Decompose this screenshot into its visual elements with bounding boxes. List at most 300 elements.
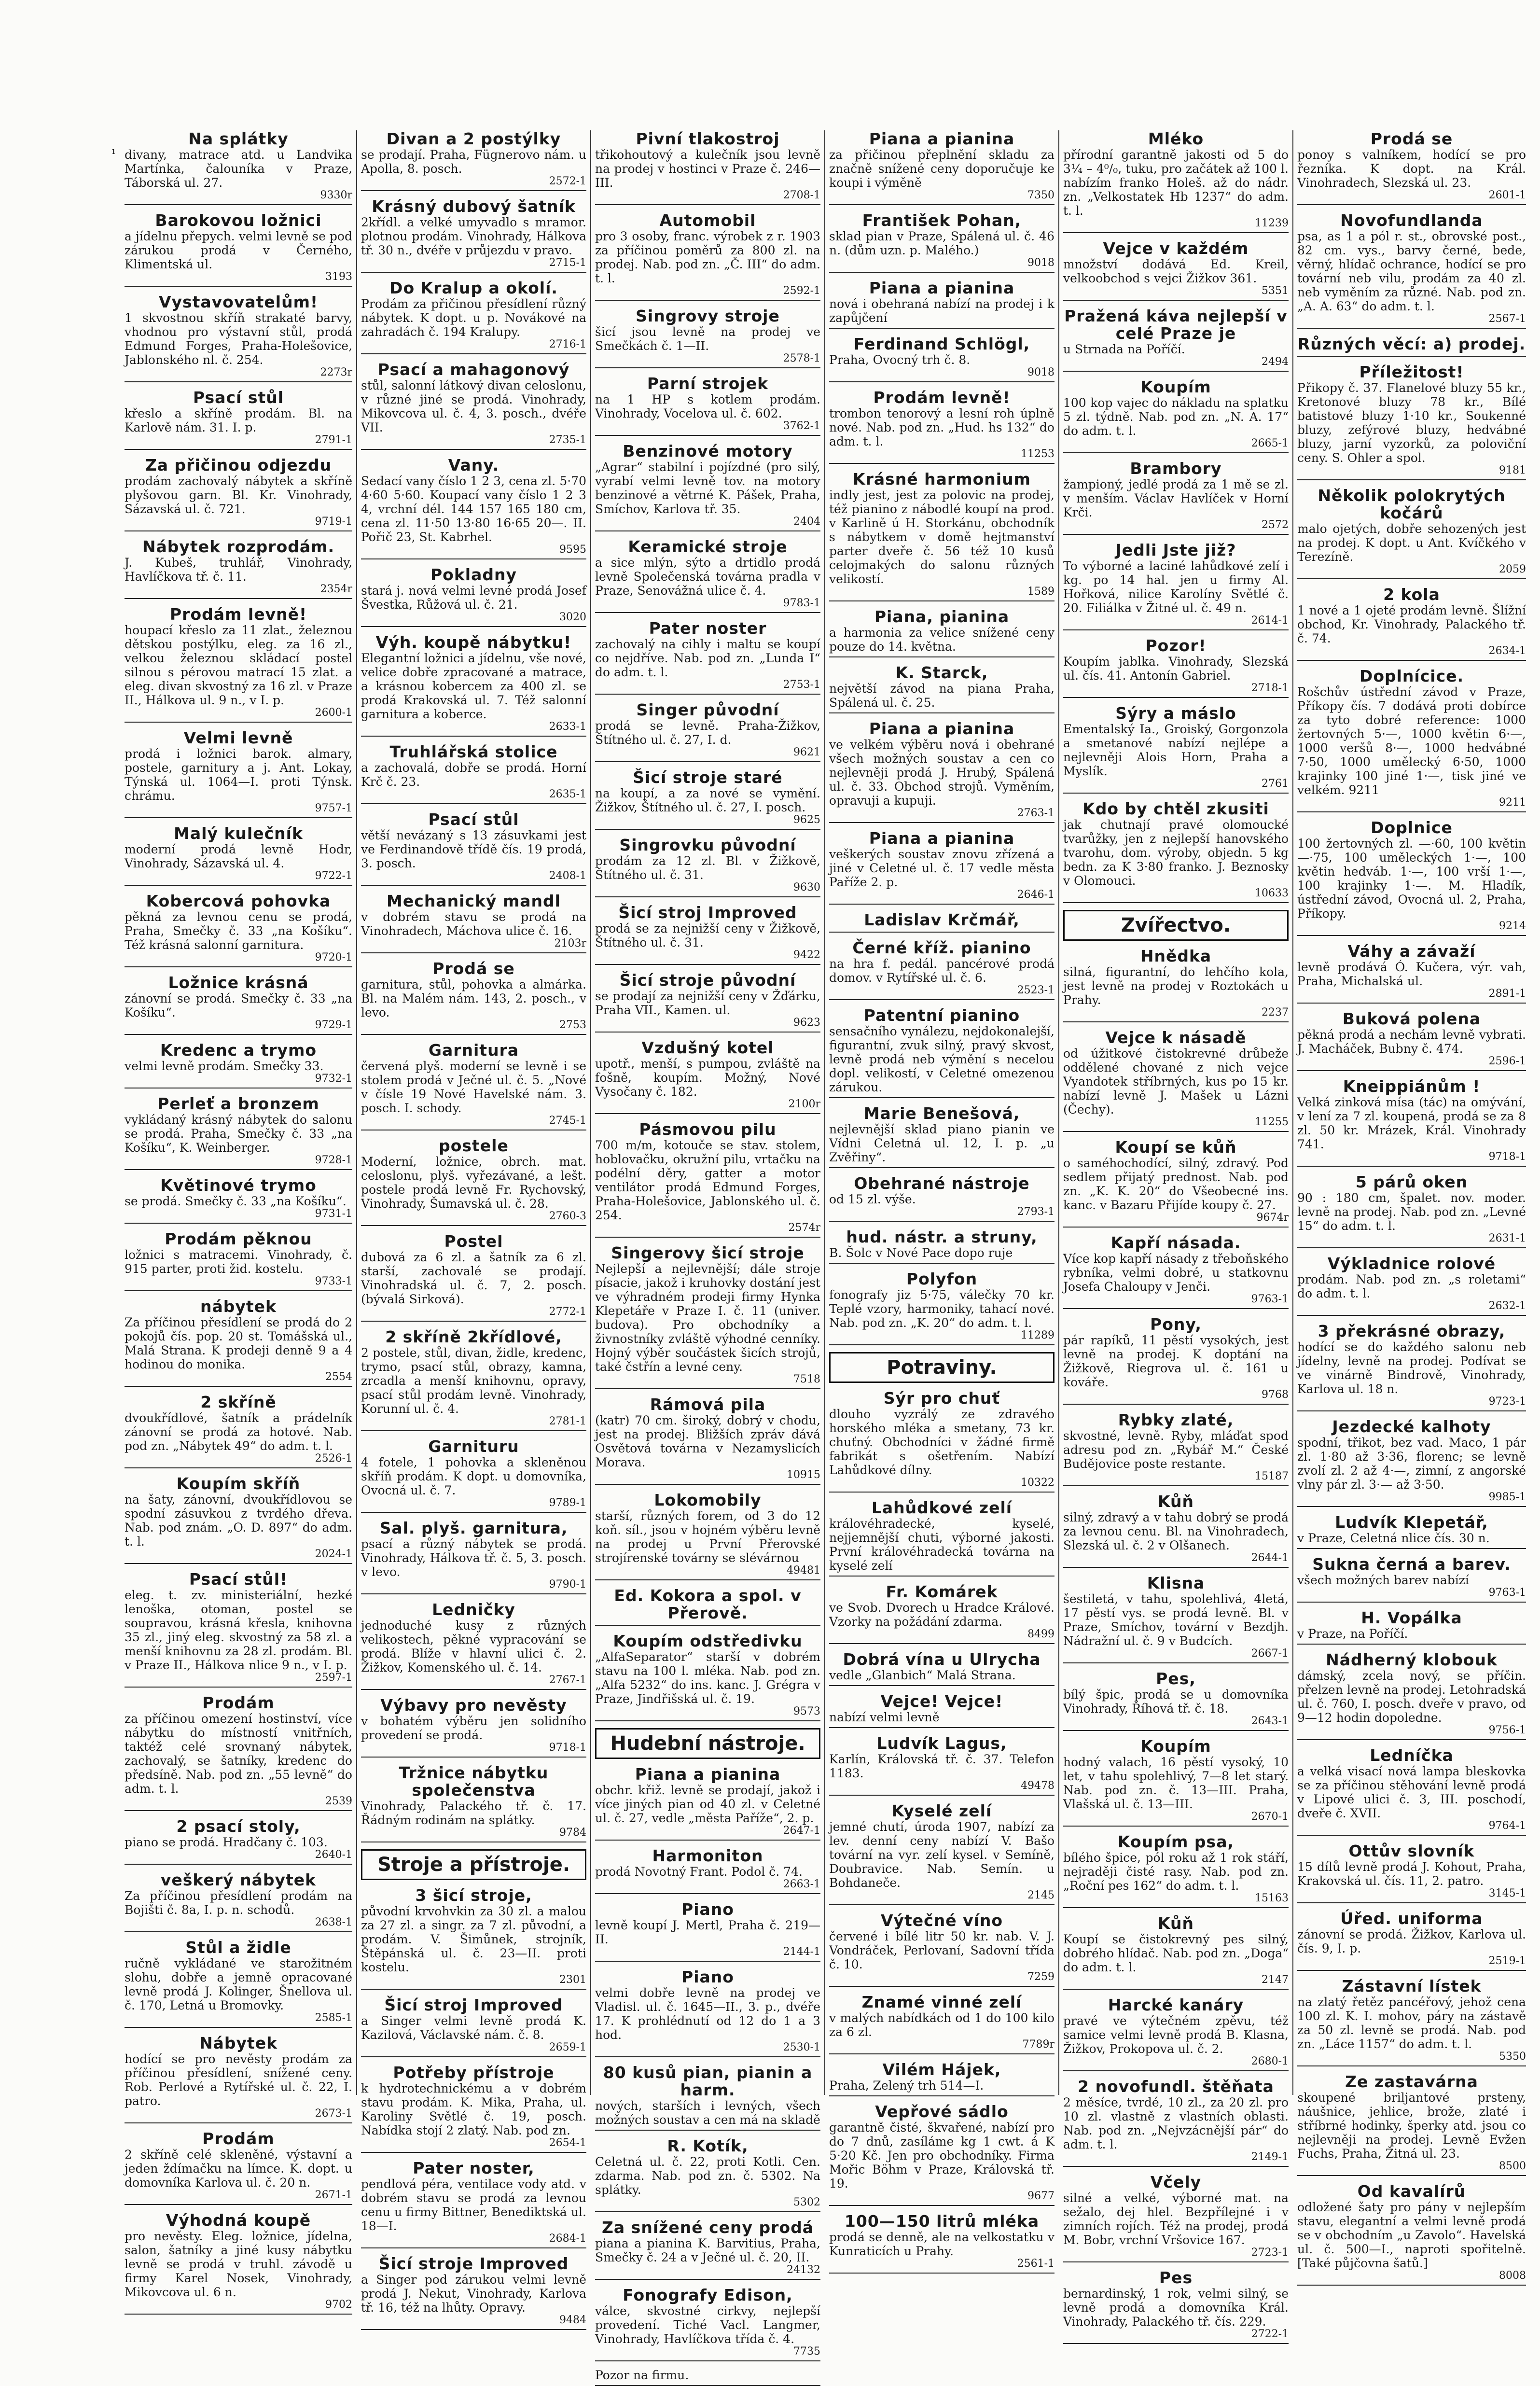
ad-text: na koupí, a za nové se vymění. Žižkov, Štítného ul. č. 27, I. posch. [595,786,820,814]
ad-text: pěkná za levnou cenu se prodá, Praha, Smečky č. 33 „na Košíku“. Též krásná salonní garnitura. [125,910,352,952]
classified-ad [361,893,586,953]
ad-reference-number: 7259 [1027,1971,1054,1983]
classified-ad [125,130,352,205]
ad-title: Potřeby přístroje [393,2063,555,2082]
ad-title: Sukna černá a barev. [1312,1555,1511,1574]
ad-title: Obehrané nástroje [854,1174,1030,1193]
ad-reference-number: 9018 [1027,257,1054,269]
ad-title: Výhodná koupě [166,2211,311,2230]
ad-text: v Praze, na Poříčí. [1297,1627,1408,1641]
ad-title: Singerovy šicí stroje [611,1243,805,1262]
ad-text: pro 3 osoby, franc. výrobek z r. 1903 za příčinou poměrů za 800 zl. na prodej. Nab. pod zn. „Č. III“ do adm. t. l. [595,229,820,285]
classified-ad [1063,637,1289,698]
ad-reference-number: 5302 [793,2196,820,2208]
ad-text: válce, skvostné cirkvy, nejlepší provedení. Tiché Vacl. Langmer, Vinohrady, Havlíčkova třída č. 4. [595,2304,820,2346]
ad-title: Úřed. uniforma [1340,1909,1483,1928]
classified-ad [361,1520,586,1594]
classified-ad [361,960,586,1035]
classified-ad [1063,2078,1289,2167]
ad-text: a jídelnu přepych. velmi levně se pod zárukou prodá v Černého, Klimentská ul. [125,229,352,271]
ad-reference-number: 2601-1 [1488,189,1526,201]
ad-title: Piano [681,1900,734,1919]
ad-text: silné a velké, výborné mat. na sežalo, dej hlel. Bezpřílejné i v zimních rojích. Též na prodej, prodá M. Bobr, vrchní Vršovice 167. [1063,2191,1289,2247]
ad-title: Piano [681,1967,734,1986]
ad-text: vedle „Glanbich“ Malá Strana. [829,1668,1016,1682]
classified-ad [125,457,352,531]
section-heading: Zvířectvo. [1063,910,1289,941]
classified-ad [1063,130,1289,233]
ad-title: Vepřové sádlo [875,2102,1009,2121]
ad-text: červené i bílé litr 50 kr. nab. V. J. Vondráček, Perlovaní, Sadovní třída č. 10. [829,1929,1054,1971]
ad-reference-number: 3145-1 [1488,1887,1526,1899]
ad-text: na zlatý řetěz pancéřový, jehož cena 100 zl. K. I. mohov, páry na zástavě za 50 zl. levně se prodá. Nab. pod zn. „Láce 1157“ do adm. t. l. [1297,1995,1526,2051]
classified-ad [1297,335,1526,357]
classified-ad [829,1270,1054,1345]
classified-ad [1063,948,1289,1022]
ad-text: odložené šaty pro pány v nejlepším stavu, elegantní a velmi levně prodá se v obchodním „u Zavolo“. Havelská ul. č. 500—I., naproti spořitelně. [Také půjčovna šatů.] [1297,2200,1526,2270]
ad-title: Výbavy pro nevěsty [380,1696,567,1715]
ad-text: indly jest, jest za polovic na prodej, též pianino z nábodlé koupí na prod. v Karlině ú H. Storkánu, obchodník s nábytkem v domě hejtmanství parter dveře č. 56 též 10 kusů celojmakých do salonu různých velikostí. [829,488,1054,586]
ad-text: královéhradecké, kyselé, nejjemnější chuti, výborné jakosti. První královéhradecká továrna na kyselé zelí [829,1517,1054,1573]
ad-title: Hnědka [1140,947,1212,965]
ad-title: Šicí stroje původní [619,971,796,990]
classified-ad [125,1475,352,1564]
ad-title: Novofundlanda [1340,211,1483,230]
ad-reference-number: 3762-1 [783,420,820,432]
ad-title: Pivní tlakostroj [636,129,780,148]
ad-reference-number: 2519-1 [1488,1955,1526,1967]
ad-title: Ludvík Klepetář, [1335,1513,1488,1532]
ad-reference-number: 2572-1 [549,175,586,187]
ad-title: Ferdinand Schlögl, [853,335,1030,353]
ad-text: veškerých soustav znovu zřízená a jiné v Celetné ul. č. 17 vedle města Paříže 2. p. [829,847,1054,889]
classified-ad [595,538,820,613]
ad-text: malo ojetých, dobře sehozených jest na prodej. K dopt. u Ant. Kvíčkého v Terezíně. [1297,522,1526,564]
ad-text: ručně vykládané ve starožitném slohu, dobře a jemně opracované levně prodá J. Kolinger, Šnellova ul. č. 170, Letná u Bromovky. [125,1956,352,2012]
ad-title: K. Starck, [895,663,988,682]
ad-reference-number: 2654-1 [549,2137,586,2149]
ad-title: Šicí stroje Improved [378,2254,569,2273]
ad-text: se prodají za nejnižší ceny v Žďárku, Praha VII., Kamen. ul. [595,989,820,1017]
ad-text: pro nevěsty. Eleg. ložnice, jídelna, salon, šatníky a jiné kusy nábytku levně se prodá v truhl. závodě u firmy Karel Nosek, Vinohrady, Mikovcova ul. 6 n. [125,2229,352,2299]
ad-text: moderní prodá levně Hodr, Vinohrady, Sázavská ul. 4. [125,842,352,870]
ad-title: Zástavní lístek [1342,1977,1482,1995]
ad-title: Piana a pianina [869,279,1015,297]
classified-ad [1063,1915,1289,1990]
classified-ad [1063,1411,1289,1486]
classified-ad [361,1233,586,1322]
ad-title: H. Vopálka [1361,1608,1462,1627]
ad-text: sensačního vynálezu, nejdokonalejší, figurantní, zvuk silný, pravý skvost, levně prodá neb výmění s necelou dopl. velikostí, v Celetné omezenou zárukou. [829,1024,1054,1094]
ad-title: Tržnice nábytku společenstva [399,1763,549,1800]
classified-ad [125,606,352,723]
classified-ad [1297,1255,1526,1316]
ad-text: jemné chutí, úroda 1907, nabízí za lev. denní ceny nabízí V. Bašo tovární na vyr. zelí kysel. v Semíně, Doubravice. Nab. Semín. u Bohdaneče. [829,1820,1054,1890]
classified-ad [829,1693,1054,1728]
ad-reference-number: 9181 [1499,464,1526,476]
ad-title: Kredenc a trymo [160,1041,317,1060]
ad-title: Šicí stroje staré [633,768,783,787]
ad-title: hud. nástr. a struny, [846,1228,1038,1246]
ad-title: Na splátky [188,129,289,148]
ad-text: To výborné a laciné lahůdkové zelí i kg. po 14 hal. jen u firmy Al. Hořková, nilice Karolíny Světlé č. 20. Filiálka v Žitné ul. č. 49 n. [1063,559,1289,615]
ad-reference-number: 2145 [1027,1889,1054,1901]
ad-title: Kyselé zelí [891,1801,992,1820]
ad-text: silný, zdravý a v tahu dobrý se prodá za levnou cenu. Bl. na Vinohradech, Slezská ul. č. 2 v Olšanech. [1063,1510,1289,1552]
ad-title: 3 šicí stroje, [415,1886,532,1905]
ad-title: Benzinové motory [623,442,793,460]
ad-text: stůl, salonní látkový divan celoslonu, v různé jiné se prodá. Vinohrady, Mikovcova ul. č. 4, 3. posch., dvéře VII. [361,378,586,434]
classified-ad [595,1492,820,1580]
ad-reference-number: 2634-1 [1488,645,1526,657]
classified-ad [1063,2174,1289,2262]
classified-ad [595,2219,820,2280]
ad-title: Psací stůl! [189,1570,288,1589]
ad-title: Singer původní [636,700,779,719]
ad-reference-number: 2523-1 [1017,984,1054,996]
classified-ad [361,1601,586,1690]
classified-ad [595,1633,820,1721]
classified-ad [1297,1910,1526,1971]
ad-text: dámský, zcela nový, se příčin. přelzen levně na prodej. Letohradská ul. č. 760, I. posch. dveře v pravo, od 9—12 hodin dopoledne. [1297,1669,1526,1725]
classified-ad [1297,1556,1526,1603]
ad-title: Prodám [202,2129,275,2148]
classified-ad [1297,819,1526,936]
ad-title: Vzdušný kotel [641,1038,774,1057]
ad-reference-number: 2753-1 [783,679,820,691]
ad-text: garantně čisté, škvařené, nabízí pro do 7 dnů, zasíláme kg 1 cwt. á K 5·20 Kč. Jen pro obchodníky. Firma Mořic Böhm v Praze, Královská tř. 19. [829,2121,1054,2191]
ad-title: Perleť a bronzem [157,1094,319,1113]
ad-title: Dobrá vína u Ulrycha [843,1650,1041,1669]
classified-ad [125,1818,352,1865]
ad-title: Koupím odstředivku [613,1632,803,1650]
ad-title: Kůň [1158,1914,1194,1933]
ad-reference-number: 2494 [1262,356,1289,368]
ad-text: v bohatém výběru jen solidního provedení se prodá. [361,1714,586,1742]
ad-reference-number: 15163 [1255,1892,1289,1904]
ad-text: Přikopy č. 37. Flanelové bluzy 55 kr., Kretonové bluzy 78 kr., Bílé batistové bluzy 1·10 kr., Soukenné bluzy, zefýrové bluzy, hedvábné bluzy, jarní vyzorků, za poloviční ceny. S. Ohler a spol. [1297,381,1526,465]
column-margin-mark: ı [112,145,115,156]
ad-title: Marie Benešová, [863,1104,1020,1123]
ad-title: Automobil [659,211,756,230]
ad-text: vykládaný krásný nábytek do salonu se prodá. Praha, Smečky č. 33 „na Košíku“, K. Weinberger. [125,1113,352,1155]
ad-title: Vejce! Vejce! [880,1692,1003,1711]
ad-reference-number: 2745-1 [549,1115,586,1127]
classified-ad [595,1039,820,1114]
classified-ad [125,893,352,967]
ad-reference-number: 2539 [325,1795,352,1807]
ad-title: Váhy a závaží [1347,942,1476,961]
ad-reference-number: 2149-1 [1251,2151,1289,2163]
column-5 [1059,129,1293,2340]
classified-ad [1297,943,1526,1004]
classified-ad [1297,1173,1526,1248]
classified-ad [595,212,820,301]
classified-ad [595,130,820,205]
ad-reference-number: 2024-1 [315,1548,352,1560]
classified-ad [829,2061,1054,2096]
ad-title: Keramické stroje [628,537,788,556]
classified-ad [829,1735,1054,1796]
ad-reference-number: 3193 [325,271,352,283]
ad-title: 5 párů oken [1355,1172,1468,1191]
ad-text: upotř., menší, s pumpou, zvláště na fošně, koupím. Možný, Nové Vysočany č. 182. [595,1057,820,1099]
classified-ad [1063,1670,1289,1731]
ad-text: Elegantní ložnici a jídelnu, vše nové, velice dobře zpracované a matrace, a krásnou kobercem za 400 zl. se prodá Krakovská ul. 7. Též salonní garnitura a koberce. [361,651,586,721]
ad-reference-number: 9784 [559,1827,586,1839]
classified-ad [1063,240,1289,301]
ad-reference-number: 2763-1 [1017,807,1054,819]
classified-ad [361,361,586,450]
ad-text: křeslo a skříně prodám. Bl. na Karlově nám. 31. I. p. [125,406,352,434]
ad-reference-number: 2301 [559,1974,586,1986]
classified-ad [595,1847,820,1894]
classified-ad [1063,1234,1289,1309]
ad-text: u Strnada na Poříčí. [1063,342,1185,356]
ad-text: divany, matrace atd. u Landvika Martínka, čalouníka v Praze, Táborská ul. 27. [125,148,352,190]
ad-text: pár rapíků, 11 pěstí vysokých, jest levně na prodej. K doptání na Žižkově, Riegrova ul. č. 161 u kováře. [1063,1333,1289,1389]
ad-title: Polyfon [906,1270,978,1288]
ad-text: silná, figurantní, do lehčího kola, jest levně na prodej v Roztokách u Prahy. [1063,965,1289,1007]
classified-ad [125,1042,352,1088]
ad-title: Ed. Kokora a spol. v Přerově. [614,1586,802,1622]
ad-title: Buková polena [1342,1009,1481,1028]
ad-reference-number: 9768 [1262,1389,1289,1401]
ad-reference-number: 2735-1 [549,434,586,446]
ad-text: B. Šolc v Nové Pace dopo ruje [829,1246,1013,1260]
ad-title: Brambory [1130,459,1222,478]
ad-title: Nádherný klobouk [1326,1650,1498,1669]
ad-reference-number: 9718-1 [1488,1151,1526,1163]
classified-ad [125,1939,352,2028]
classified-ad [361,2160,586,2248]
ad-reference-number: 2643-1 [1251,1715,1289,1727]
ad-reference-number: 2761 [1262,778,1289,790]
ad-title: Výtečné víno [880,1911,1003,1930]
classified-ad [595,1396,820,1485]
ad-title: Rámová pila [650,1395,766,1414]
classified-ad [829,1390,1054,1493]
ad-text: prodá i ložnici barok. almary, postele, garnitury a j. Ant. Lokay, Týnská ul. 1064—I. proti Týnsk. chrámu. [125,747,352,803]
ad-title: Ludvík Lagus, [876,1734,1007,1753]
ad-reference-number: 9789-1 [549,1497,586,1509]
ad-text: dubová za 6 zl. a šatník za 6 zl. starší, zachovalé se prodají. Vinohradská ul. č. 7, 2. posch. (bývalá Sirková). [361,1250,586,1306]
ad-reference-number: 11289 [1021,1329,1054,1341]
ad-reference-number: 2147 [1262,1974,1289,1986]
ad-reference-number: 49481 [787,1564,820,1577]
newspaper-classifieds-page [121,129,1530,2382]
ad-text: 700 m/m, kotouče se stav. stolem, hoblovačku, okružní pilu, vrtačku na podélní děry, gatter a motor ventilátor prodá Edmund Forges, Praha-Holešovice, Jablonského ul. č. 254. [595,1138,820,1222]
classified-ad [829,279,1054,329]
ad-title: Pražená káva nejlepší v celé Praze je [1064,307,1288,343]
ad-reference-number: 2614-1 [1251,614,1289,627]
ad-reference-number: 9731-1 [315,1208,352,1220]
classified-ad [829,830,1054,905]
ad-text: Koupí se čistokrevný pes silný, dobrého hlídač. Nab. pod zn. „Doga“ do adm. t. l. [1063,1932,1289,1974]
ad-reference-number: 2596-1 [1488,1055,1526,1067]
ad-title: Jezdecké kalhoty [1332,1417,1491,1436]
ad-text: v Praze, Celetná nlice čís. 30 n. [1297,1531,1490,1545]
ad-text: se prodá. Smečky č. 33 „na Košíku“. [125,1194,347,1208]
ad-reference-number: 2670-1 [1251,1811,1289,1823]
classified-ad [595,443,820,531]
column-1 [121,129,357,2311]
ad-reference-number: 2793-1 [1017,1206,1054,1218]
ad-reference-number: 2633-1 [549,721,586,733]
ad-title: Nábytek [199,2034,278,2052]
ad-title: Piana a pianina [635,1765,781,1784]
ad-reference-number: 2600-1 [315,707,352,719]
ad-title: Prodá se [432,959,515,978]
classified-ad [595,972,820,1033]
classified-ad [1297,1609,1526,1645]
ad-text: k hydrotechnickému a v dobrém stavu prodám. K. Mika, Praha, ul. Karoliny Světlé č. 19, posch. Nabídka stojí 2 zlatý. Nab. pod zn. [361,2081,586,2137]
ad-title: 3 překrásné obrazy, [1318,1322,1506,1340]
ad-reference-number: 2592-1 [783,285,820,297]
classified-ad [829,608,1054,657]
ad-reference-number: 2530-1 [783,2041,820,2053]
ad-title: Sýry a máslo [1115,704,1236,723]
classified-ad [125,1298,352,1387]
ad-text: prodám zachovalý nábytek a skříně plyšovou garn. Bl. Kr. Vinohrady, Sázavská ul. č. 721. [125,474,352,516]
ad-title: Parní strojek [647,374,769,393]
ad-reference-number: 2574r [788,1222,820,1234]
ad-title: Mechanický mandl [387,892,561,910]
ad-title: Rybky zlaté, [1118,1410,1234,1429]
ad-text: Za příčinou přesídlení se prodá do 2 pokojů čís. pop. 20 st. Tomášská ul., Malá Strana. K prodeji denně 9 a 4 hodinou do monika. [125,1315,352,1371]
ad-text: jak chutnají pravé olomoucké tvarůžky, jen z nejlepší hanovského tvarohu, dom. výroby, objedn. 5 kg bedn. za K 3·80 franko. J. Beznosky v Olomouci. [1063,818,1289,888]
ad-text: 100 žertovných zl. —·60, 100 květin —·75, 100 uměleckých 1·—, 100 květin hedváb. 1·—, 100 vrší 1·—, 100 krajinky 1·—. M. Hladík, ústřední závod, Ovocná ul. 2, Praha, Příkopy. [1297,837,1526,921]
ad-text: eleg. t. zv. ministeriální, hezké lenoška, otoman, postel se soupravou, krásná křesla, knihovna 35 zl., jiný eleg. skvostný za 58 zl. a menší knihovnu za 28 zl. prodám. Bl. v Praze II., Hálkova nlice 9 n., v I. p. [125,1588,352,1672]
ad-text: červená plyš. moderní se levně i se stolem prodá v Ječné ul. č. 5. „Nové v čísle 19 Nové Havelské nám. 3. posch. I. schody. [361,1059,586,1115]
classified-ad [595,2064,820,2131]
ad-title: Piana a pianina [869,719,1015,738]
column-3 [591,129,825,2382]
ad-text: Celetná ul. č. 22, proti Kotli. Cen. zdarma. Nab. pod zn. č. 5302. Na splátky. [595,2155,820,2197]
ad-title: Jedli Jste již? [1115,541,1236,559]
ad-text: nová i obehraná nabízí na prodej i k zapůjčení [829,297,1054,325]
ad-text: 2 skříně celé skleněné, výstavní a jeden ždímačku na límce. K. dopt. u domovníka Karlova ul. č. 20 n. [125,2148,352,2190]
ad-text: největší závod na piana Praha, Spálená ul. č. 25. [829,682,1054,710]
ad-title: Kdo by chtěl zkusiti [1082,799,1269,818]
classified-ad [125,389,352,450]
ad-title: Malý kulečník [174,824,303,843]
ad-text: 4 fotele, 1 pohovka a skleněnou skříň prodám. K dopt. u domovníka, Ovocná ul. č. 7. [361,1455,586,1497]
ad-title: nábytek [200,1297,277,1316]
ad-text: prodám za 12 zl. Bl. v Žižkově, Štítného ul. č. 31. [595,854,820,882]
ad-title: 80 kusů pian, pianin a harm. [603,2063,813,2099]
classified-ad [125,2130,352,2205]
ad-title: Pásmovou pilu [639,1120,777,1139]
classified-ad [595,375,820,436]
classified-ad [595,769,820,830]
ad-title: Stůl a židle [185,1938,291,1957]
classified-ad [361,1042,586,1130]
ad-text: pendlová péra, ventilace vody atd. v dobrém stavu se prodá za levnou cenu u firmy Bittner, Benediktská ul. 18—I. [361,2177,586,2233]
classified-ad [1297,1842,1526,1903]
ad-text: 2 měsíce, tvrdé, 10 zl., za 20 zl. pro 10 zl. vlastně z vlastních oblasti. Nab. pod zn. „Nejvzácnější pár“ do adm. t. l. [1063,2095,1289,2151]
ad-text: na šaty, zánovní, dvoukřídlovou se spodní zásuvkou z tvrdého dřeva. Nab. pod znám. „O. D. 897“ do adm. t. l. [125,1493,352,1549]
ad-text: trombon tenorový a lesní roh úplně nové. Nab. pod zn. „Hud. hs 132“ do adm. t. l. [829,406,1054,448]
classified-ad [125,1177,352,1224]
ad-title: Několik polokrytých kočárů [1318,486,1506,522]
classified-ad [1063,1139,1289,1228]
ad-title: Psací stůl [193,388,284,407]
ad-text: hodný valach, 16 pěstí vysoký, 10 let, v tahu spolehlivý, 7—8 let starý. Nab. pod zn. č. 13—III. Praha, Vlašská ul. č. 13—III. [1063,1755,1289,1811]
classified-ad [829,664,1054,713]
ad-title: Koupím psa, [1117,1832,1235,1851]
ad-reference-number: 9422 [793,949,820,961]
ad-reference-number: 2665-1 [1251,437,1289,449]
ad-text: sklad pian v Praze, Spálená ul. č. 46 n. (dům uzn. p. Malého.) [829,229,1054,257]
ad-text: Praha, Ovocný trh č. 8. [829,353,971,367]
classified-ad [1297,487,1526,579]
ad-text: prodá se denně, ale na velkostatku v Kunraticích u Prahy. [829,2230,1054,2258]
classified-ad [125,2035,352,2123]
ad-title: postele [439,1136,509,1155]
ad-reference-number: 9718-1 [549,1742,586,1754]
ad-reference-number: 9211 [1499,796,1526,809]
ad-title: Ladislav Krčmář, [864,910,1020,929]
ad-title: Do Kralup a okolí. [389,279,558,297]
ad-reference-number: 9783-1 [783,597,820,609]
ad-reference-number: 11239 [1255,217,1289,229]
ad-reference-number: 2753 [559,1019,586,1031]
ad-title: Lahůdkové zelí [871,1498,1013,1517]
section-heading: Hudební nástroje. [595,1728,820,1759]
ad-reference-number: 2103r [554,937,586,949]
classified-ad [595,904,820,965]
ad-text: v malých nabídkách od 1 do 100 kilo za 6 zl. [829,2011,1054,2039]
ad-text: 100 kop vajec do nákladu na splatku 5 zl. týdně. Nab. pod zn. „N. A. 17“ do adm. t. l. [1063,396,1289,438]
ad-text: prodá se levně. Praha-Žižkov, Štítného ul. č. 27, I. d. [595,719,820,747]
classified-ad [595,1121,820,1238]
ad-text: psa, as 1 a pól r. st., obrovské post., 82 cm. vys., barvy černé, bede, věrný, hlídač ochrance, hodící se pro tovární neb vilu, prodám za 40 zl. neb vyměním za různé. Nab. pod zn. „A. A. 63“ do adm. t. l. [1297,229,1526,313]
classified-ad [829,1912,1054,1987]
classified-ad [361,1996,586,2057]
ad-title: Fr. Komárek [886,1582,998,1601]
ad-title: Truhlářská stolice [389,742,558,761]
ad-text: jednoduché kusy z různých velikostech, pěkné vypracování se prodá. Blíže v hlavní ulici č. 2. Žižkov, Komenského ul. č. 14. [361,1619,586,1674]
ad-reference-number: 9621 [793,746,820,758]
ad-reference-number: 9330r [320,189,352,201]
ad-text: za příčinou omezení hostinství, více nábytku do místností vnitřních, taktéž celé srovnaný nábytek, zachovalý, se šatníky, kredenc do předsíně. Nab. pod zn. „55 levně“ do adm. t. l. [125,1712,352,1796]
ad-text: 1 skvostnou skříň strakaté barvy, vhodnou pro výstavní stůl, prodá Edmund Forges, Praha-Holešovice, Jablonského nl. č. 254. [125,311,352,367]
ad-text: 15 dílů levně prodá J. Kohout, Praha, Krakovská ul. čís. 11, 2. patro. [1297,1860,1526,1888]
ad-text: „Agrar“ stabilní i pojízdné (pro silý, vyrabí velmi levně tov. na motory benzinové a větrné K. Pášek, Praha, Smíchov, Karlova tř. 35. [595,460,820,516]
ad-text: a Singer velmi levně prodá K. Kazilová, Václavské nám. č. 8. [361,2014,586,2042]
ad-title: Ze zastavárna [1345,2072,1478,2091]
classified-ad [595,1968,820,2057]
ad-title: Velmi levně [183,728,293,747]
ad-title: Prodá se [1370,129,1453,148]
classified-ad [595,620,820,695]
ad-text: pravé ve výtečném zpěvu, též samice velmi levně prodá B. Klasna, Žižkov, Prokopova ul. č. 2. [1063,2014,1289,2056]
ad-title: 2 skříně [200,1393,277,1411]
ad-title: Postel [444,1232,503,1251]
ad-reference-number: 9790-1 [549,1578,586,1591]
ad-reference-number: 15187 [1255,1470,1289,1482]
ad-reference-number: 2585-1 [315,2012,352,2024]
ad-title: Singrovku původní [619,836,796,854]
ad-title: Mléko [1148,129,1204,148]
ad-text: v dobrém stavu se prodá na Vinohradech, Máchova ulice č. 16. [361,910,586,938]
ad-reference-number: 2273r [320,366,352,378]
ad-text: prodám. Nab. pod zn. „s roletami“ do adm. t. l. [1297,1272,1526,1300]
ad-text: zánovní se prodá. Žižkov, Karlova ul. čís. 9, I. p. [1297,1927,1526,1955]
ad-text: velmi dobře levně na prodej ve Vladisl. ul. č. 1645—II., 3. p., dvéře 17. K prohlédnutí od 12 do 1 a 3 hod. [595,1986,820,2042]
classified-ad [1297,1323,1526,1411]
